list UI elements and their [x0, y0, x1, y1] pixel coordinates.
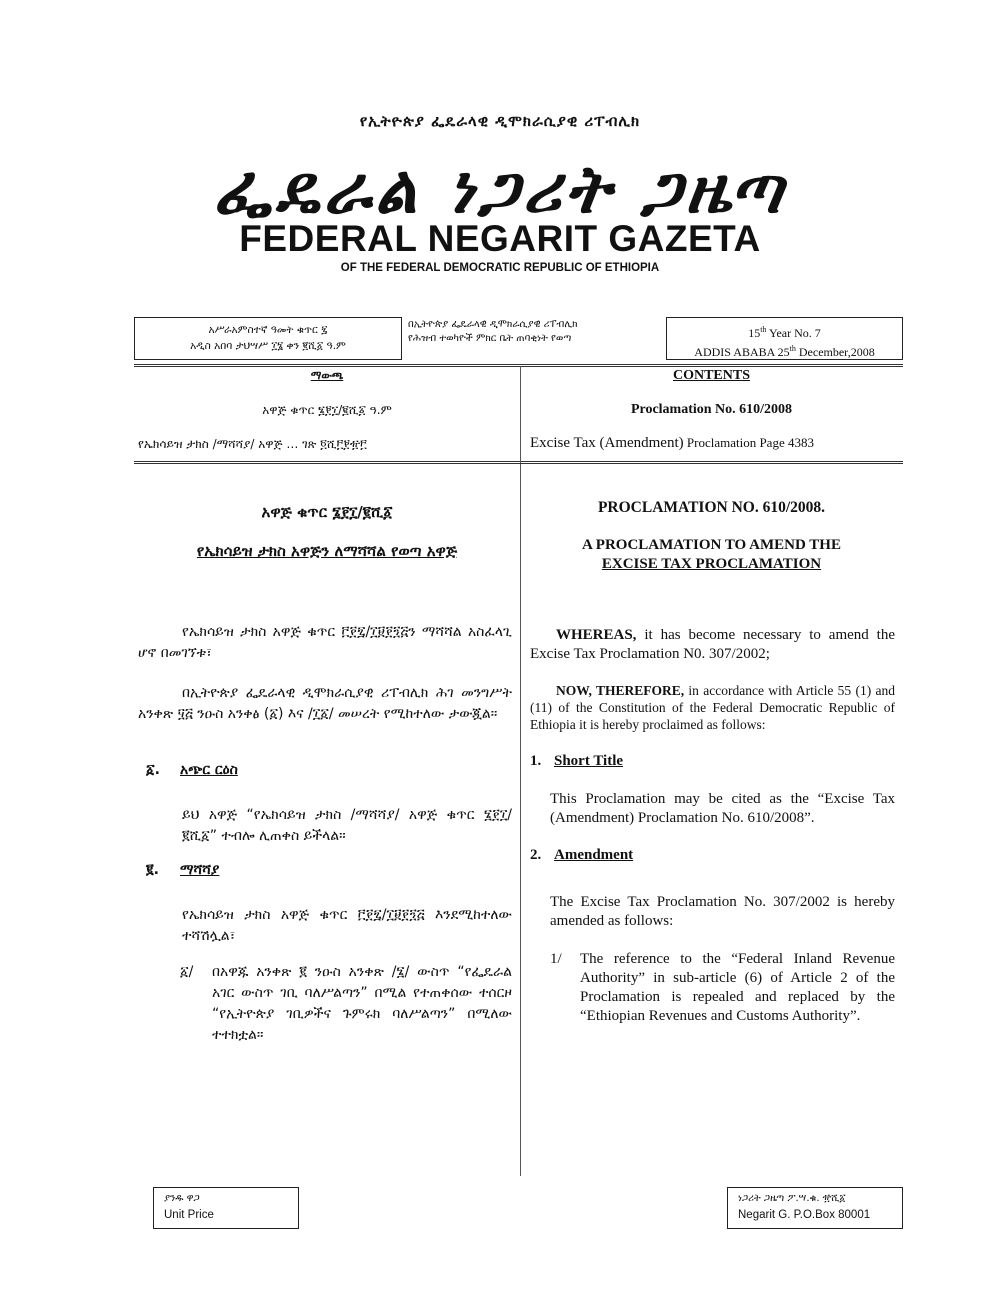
amharic-section-1-number: ፩. — [146, 762, 160, 778]
amharic-contents-heading: ማውጫ — [310, 369, 344, 382]
contents-top-rule-2 — [134, 366, 903, 367]
amharic-section-1-title: አጭር ርዕስ — [180, 762, 238, 778]
english-entry-page: Proclamation Page 4383 — [683, 435, 814, 450]
unit-price-english: Unit Price — [164, 1209, 214, 1221]
amharic-section-2-title: ማሻሻያ — [180, 862, 220, 878]
pobox-amharic: ነጋሪት ጋዜጣ ፖ.ሣ.ቁ. ፹ሺ፩ — [738, 1193, 846, 1204]
english-section-1-text: This Proclamation may be cited as the “Excise Tax (Amendment) Proclamation No. 610/2008”. — [550, 791, 895, 826]
english-issue-box — [666, 317, 903, 360]
amharic-now-therefore-paragraph: በኢትዮጵያ ፌዴራላዊ ዲሞክራሲያዊ ሪፐብሊክ ሕገ መንግሥት አንቀጽ ፶፭ ንዑስ አንቀፅ (፩) እና /፲፩/ መሠረት የሚከተለው ታውጇል። — [138, 685, 512, 722]
whereas-label: WHEREAS, — [556, 627, 637, 643]
amharic-issue-year: አሥራአምስተኛ ዓመት ቁጥር ፯ — [208, 324, 328, 336]
english-issue-year: 15th Year No. 7 — [748, 325, 821, 340]
english-contents-proclamation: Proclamation No. 610/2008 — [630, 402, 793, 417]
house-of-representatives-notice — [408, 318, 666, 346]
amharic-section-1-text: ይህ አዋጅ “የኤክሳይዝ ታክስ /ማሻሻያ/ አዋጅ ቁጥር ፮፻፲/፪ሺ፩” ተብሎ ሊጠቀስ ይችላል። — [182, 807, 512, 844]
english-contents-heading: CONTENTS — [672, 368, 751, 383]
english-item-1-number: 1/ — [550, 951, 562, 967]
contents-top-rule — [134, 364, 903, 365]
english-item-1-text: The reference to the “Federal Inland Revenue Authority” in sub-article (6) of Article 2 of the Proclamation is repealed and replaced by the “Ethiopian Revenues and Customs Authority”. — [580, 951, 895, 1024]
english-section-1-number: 1. — [530, 753, 542, 769]
english-section-2-number: 2. — [530, 847, 542, 863]
english-proclamation-number: PROCLAMATION NO. 610/2008. — [597, 499, 826, 516]
unit-price-amharic: ያንዱ ዋጋ — [164, 1193, 200, 1204]
amharic-republic-heading: የኢትዮጵያ ፌዴራላዊ ዲሞክራሲያዊ ሪፐብሊክ — [359, 112, 641, 130]
english-section-1-title: Short Title — [554, 753, 624, 769]
english-contents-entry — [530, 435, 903, 452]
amharic-item-1-number: ፩/ — [180, 964, 194, 980]
amharic-contents-entry: የኤክሳይዝ ታክስ /ማሻሻያ/ አዋጅ … ገጽ ፬ሺ፫፻፹፫ — [138, 437, 367, 451]
english-proclamation-title-line-1: A PROCLAMATION TO AMEND THE — [582, 537, 841, 553]
amharic-issue-box — [134, 317, 402, 360]
unit-price-box — [153, 1187, 299, 1229]
english-section-2-text: The Excise Tax Proclamation No. 307/2002 is hereby amended as follows: — [550, 894, 895, 929]
english-issue-date: ADDIS ABABA 25th December,2008 — [694, 344, 875, 359]
amharic-gazette-title: ፌዴራል ነጋሪት ጋዜጣ — [213, 150, 787, 228]
pobox-english: Negarit G. P.O.Box 80001 — [738, 1209, 871, 1221]
amharic-proclamation-title: የኤክሳይዝ ታክስ አዋጅን ለማሻሻል የወጣ አዋጅ — [196, 542, 458, 560]
notice-line-1: በኢትዮጵያ ፌዴራላዊ ዲሞክራሲያዊ ሪፐብሊክ — [408, 319, 578, 330]
amharic-whereas-paragraph: የኤክሳይዝ ታክስ አዋጅ ቁጥር ፫፻፯/፲፱፻፺፭ን ማሻሻል አስፈላጊ ሆኖ በመገኘቱ፣ — [138, 624, 512, 661]
english-gazette-subtitle: OF THE FEDERAL DEMOCRATIC REPUBLIC OF ETHIOPIA — [340, 262, 660, 274]
notice-line-2: የሕዝብ ተወካዮች ምክር ቤት ጠባቂነት የወጣ — [408, 333, 572, 344]
english-gazette-title: FEDERAL NEGARIT GAZETA — [239, 218, 761, 259]
contents-bottom-rule-2 — [134, 463, 903, 464]
english-section-2-title: Amendment — [554, 847, 634, 863]
english-proclamation-title-line-2: EXCISE TAX PROCLAMATION — [601, 556, 822, 572]
pobox-box — [727, 1187, 903, 1229]
english-now-therefore-paragraph: NOW, THEREFORE, in accordance with Article 55 (1) and (11) of the Constitution of the Federal Democratic Republic of Ethiopia it is hereby proclaimed as follows: — [530, 683, 896, 732]
now-therefore-label: NOW, THEREFORE, — [556, 683, 685, 698]
english-entry-title: Excise Tax (Amendment) — [530, 435, 684, 451]
amharic-section-2-number: ፪. — [146, 862, 159, 878]
contents-bottom-rule — [134, 461, 903, 462]
amharic-proclamation-number: አዋጅ ቁጥር ፮፻፲/፪ሺ፩ — [261, 503, 393, 521]
amharic-contents-proclamation: አዋጅ ቁጥር ፮፻፲/፪ሺ፩ ዓ.ም — [262, 403, 392, 417]
amharic-section-2-text: የኤክሳይዝ ታክስ አዋጅ ቁጥር ፫፻፯/፲፱፻፺፭ እንደሚከተለው ተሻሽሏል፣ — [182, 907, 512, 944]
english-whereas-paragraph: WHEREAS, it has become necessary to amend the Excise Tax Proclamation N0. 307/2002; — [530, 627, 895, 662]
amharic-item-1-text: በአዋጁ አንቀጽ ፪ ንዑስ አንቀጽ /፮/ ውስጥ “የፌዴራል አገር ውስጥ ገቢ ባለሥልጣን” በሚል የተጠቀሰው ተሰርዞ “የኢትዮጵያ ገቢዎችና ጉምሩክ ባለሥልጣን” በሚለው ተተክቷል። — [212, 964, 512, 1043]
amharic-issue-date: አዲስ አበባ ታህሣሥ ፲፮ ቀን ፪ሺ፩ ዓ.ም — [190, 340, 346, 352]
